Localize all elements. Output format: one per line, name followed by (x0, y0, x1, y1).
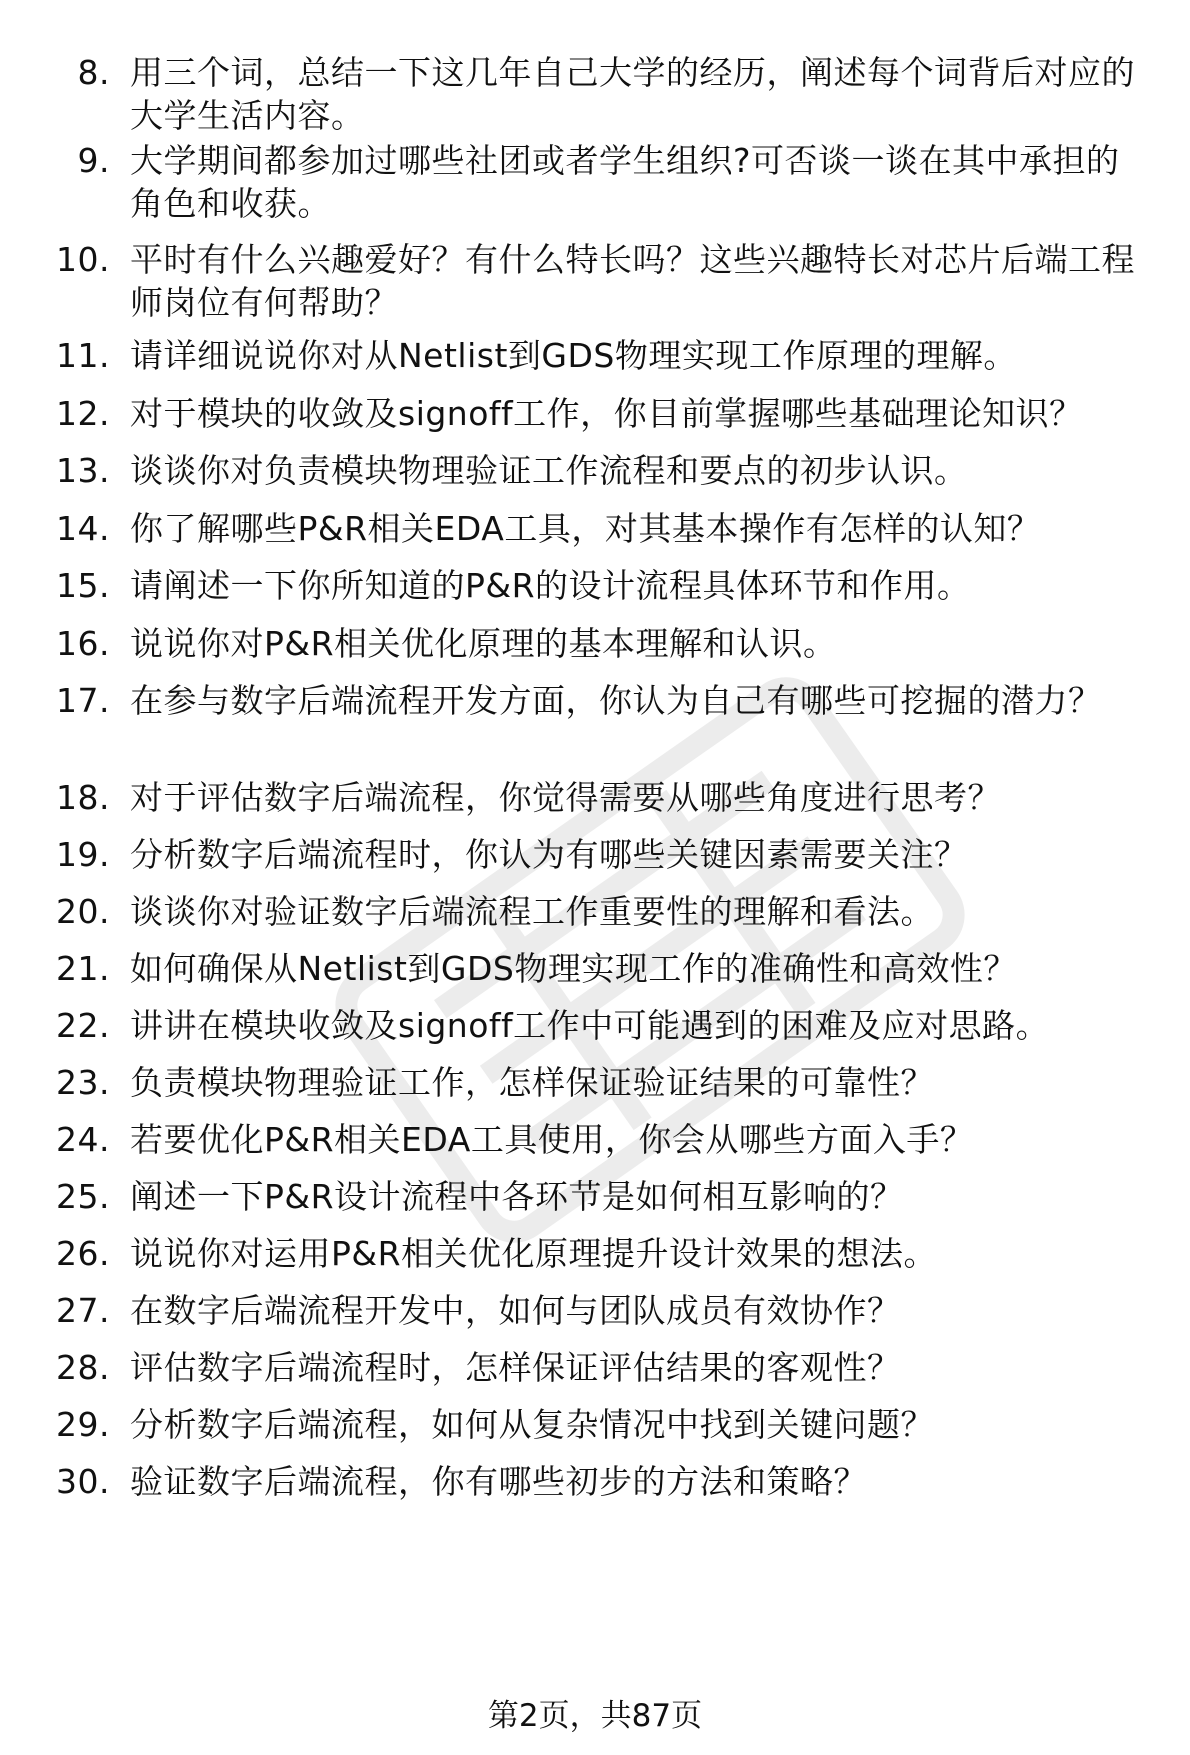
question-number: 15. (56, 566, 110, 605)
question-text: 对于模块的收敛及signoff工作，你目前掌握哪些基础理论知识？ (130, 394, 1083, 433)
question-number: 22. (56, 1006, 110, 1045)
question-text: 平时有什么兴趣爱好？有什么特长吗？这些兴趣特长对芯片后端工程师岗位有何帮助？ (130, 240, 1135, 322)
question-number: 17. (56, 681, 110, 720)
question-number: 12. (56, 394, 110, 433)
question-text: 讲讲在模块收敛及signoff工作中可能遇到的困难及应对思路。 (130, 1006, 1050, 1045)
question-number: 9. (77, 141, 110, 180)
question-text: 评估数字后端流程时，怎样保证评估结果的客观性？ (130, 1348, 901, 1387)
question-number: 8. (77, 53, 110, 92)
question-text: 说说你对运用P&R相关优化原理提升设计效果的想法。 (130, 1234, 938, 1273)
question-number: 23. (56, 1063, 110, 1102)
question-number: 11. (56, 336, 110, 375)
question-text: 验证数字后端流程，你有哪些初步的方法和策略？ (130, 1462, 867, 1501)
question-text: 对于评估数字后端流程，你觉得需要从哪些角度进行思考？ (130, 778, 1001, 817)
question-number: 19. (56, 835, 110, 874)
question-text: 如何确保从Netlist到GDS物理实现工作的准确性和高效性？ (130, 949, 1017, 988)
question-text: 你了解哪些P&R相关EDA工具，对其基本操作有怎样的认知？ (130, 509, 1041, 548)
question-number: 14. (56, 509, 110, 548)
page-number: 第2页，共87页 (487, 1698, 703, 1734)
question-number: 24. (56, 1120, 110, 1159)
question-text: 请详细说说你对从Netlist到GDS物理实现工作原理的理解。 (130, 336, 1017, 375)
question-number: 28. (56, 1348, 110, 1387)
question-number: 10. (56, 240, 110, 279)
question-text: 大学期间都参加过哪些社团或者学生组织?可否谈一谈在其中承担的角色和收获。 (130, 141, 1120, 223)
question-number: 20. (56, 892, 110, 931)
question-text: 分析数字后端流程时，你认为有哪些关键因素需要关注？ (130, 835, 968, 874)
question-text: 负责模块物理验证工作，怎样保证验证结果的可靠性？ (130, 1063, 934, 1102)
question-text: 若要优化P&R相关EDA工具使用，你会从哪些方面入手？ (130, 1120, 974, 1159)
question-text: 请阐述一下你所知道的P&R的设计流程具体环节和作用。 (130, 566, 971, 605)
question-number: 21. (56, 949, 110, 988)
question-number: 16. (56, 624, 110, 663)
question-text: 分析数字后端流程，如何从复杂情况中找到关键问题？ (130, 1405, 934, 1444)
question-text: 谈谈你对负责模块物理验证工作流程和要点的初步认识。 (130, 451, 968, 490)
question-text: 在参与数字后端流程开发方面，你认为自己有哪些可挖掘的潜力？ (130, 681, 1102, 720)
question-number: 30. (56, 1462, 110, 1501)
question-text: 用三个词，总结一下这几年自己大学的经历，阐述每个词背后对应的大学生活内容。 (130, 53, 1135, 135)
question-text: 阐述一下P&R设计流程中各环节是如何相互影响的？ (130, 1177, 904, 1216)
question-number: 13. (56, 451, 110, 490)
question-number: 27. (56, 1291, 110, 1330)
question-number: 26. (56, 1234, 110, 1273)
question-number: 18. (56, 778, 110, 817)
question-number: 29. (56, 1405, 110, 1444)
question-text: 在数字后端流程开发中，如何与团队成员有效协作？ (130, 1291, 901, 1330)
question-text: 说说你对P&R相关优化原理的基本理解和认识。 (130, 624, 837, 663)
question-text: 谈谈你对验证数字后端流程工作重要性的理解和看法。 (130, 892, 934, 931)
question-number: 25. (56, 1177, 110, 1216)
